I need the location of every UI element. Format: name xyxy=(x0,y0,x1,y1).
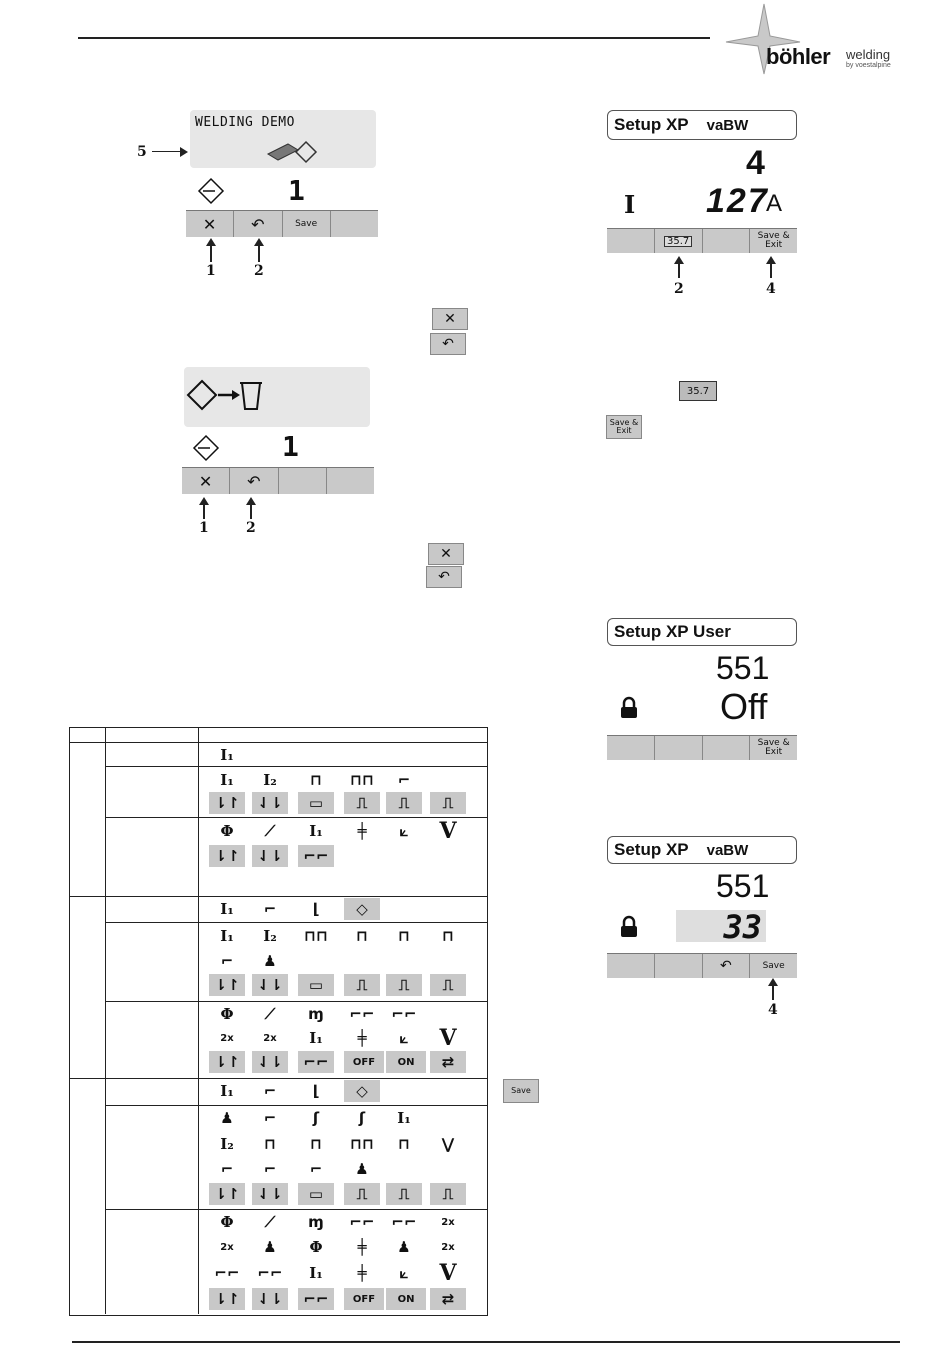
param-x2-icon: 2x xyxy=(441,1216,455,1228)
table-row-line xyxy=(105,1105,487,1106)
table-row-line xyxy=(105,1209,487,1210)
param-pulse2-icon: ⊓⊓ xyxy=(304,927,328,945)
param-tdown-icon: ⌐ xyxy=(309,1160,323,1178)
param-wave-icon: ɱ xyxy=(308,1213,324,1231)
param-tdown-icon: ⌐ xyxy=(263,1160,277,1178)
delete-empty-button-3[interactable] xyxy=(279,468,327,494)
setup1-button-bar xyxy=(607,228,797,253)
setup1-title-box xyxy=(607,110,797,140)
param-ramp2-icon: ⎍ xyxy=(386,1183,422,1205)
param-ud2-icon: ⇃⇂ xyxy=(252,1183,288,1205)
setup3-arrow-4 xyxy=(772,984,774,1000)
save-label: Save xyxy=(762,960,785,971)
undo-icon: ↶ xyxy=(251,214,265,234)
inline-value-chip: 35.7 xyxy=(679,381,717,401)
param-ud-icon: ⇂↾ xyxy=(209,1183,245,1205)
demo-value: 1 xyxy=(288,174,305,207)
setup3-callout-4: 4 xyxy=(768,1002,778,1018)
setup2-title-box xyxy=(607,618,797,646)
footer-rule xyxy=(72,1341,900,1343)
param-tab-icon: ▭ xyxy=(298,792,334,814)
param-ldown-icon: ⌊ xyxy=(312,900,320,918)
param-wave-icon: ɱ xyxy=(308,1005,324,1023)
chip-icon xyxy=(266,138,318,162)
param-i1-icon: I₁ xyxy=(220,927,234,945)
param-ud-icon: ⇂↾ xyxy=(209,845,245,867)
demo-callout-5: 5 xyxy=(137,144,147,160)
setup3-value-field[interactable] xyxy=(676,908,766,946)
save-exit-label: Save & Exit xyxy=(757,231,790,250)
delete-empty-button-4[interactable] xyxy=(327,468,374,494)
param-x2-icon: 2x xyxy=(220,1032,234,1044)
param-step-icon: ⌐⌐ xyxy=(257,1264,283,1282)
table-group-line xyxy=(69,896,487,897)
inline-close-button: ✕ xyxy=(432,308,468,330)
table-col-2 xyxy=(198,727,199,1314)
param-torch2-icon: ♟ xyxy=(397,1238,411,1256)
param-i1-icon: I₁ xyxy=(309,1264,323,1282)
param-step-icon: ⌐⌐ xyxy=(298,1288,334,1310)
param-ramp3-icon: ⎍ xyxy=(430,792,466,814)
delete-lcd-top xyxy=(184,367,370,427)
delete-arrow-1 xyxy=(203,503,205,519)
param-cross-icon: ╪ xyxy=(357,1264,367,1282)
param-x2-icon: 2x xyxy=(441,1241,455,1253)
inline-undo-button-2: ↶ xyxy=(426,566,462,588)
brand-tagline: by voestalpine xyxy=(846,62,891,69)
setup1-param: 4 xyxy=(746,144,765,182)
table-row-line xyxy=(105,922,487,923)
param-phi-icon: Φ xyxy=(309,1238,323,1256)
param-pulsep-icon: ⊓ xyxy=(310,1135,322,1153)
setup1-arrow-4 xyxy=(770,262,772,278)
param-off-icon: OFF xyxy=(344,1051,384,1073)
lock-icon xyxy=(620,697,638,719)
delete-arrow-2 xyxy=(250,503,252,519)
param-ramp2-icon: ⎍ xyxy=(386,974,422,996)
demo-arrow-1 xyxy=(210,244,212,262)
param-phi-icon: Φ xyxy=(220,1005,234,1023)
demo-arrow-2 xyxy=(258,244,260,262)
inline-undo-button: ↶ xyxy=(430,333,466,355)
param-torch-icon: ⟋ xyxy=(264,1005,276,1023)
param-pulse-icon: ⊓ xyxy=(356,927,368,945)
param-tdown-icon: ⌐ xyxy=(220,1160,234,1178)
undo-icon: ↶ xyxy=(247,471,261,491)
param-cross-icon: ╪ xyxy=(357,1238,367,1256)
setup1-unit: A xyxy=(766,190,783,217)
setup1-empty-button-1[interactable] xyxy=(607,229,655,253)
delete-close-button[interactable] xyxy=(182,468,230,494)
delete-button-bar xyxy=(182,467,374,494)
param-i2-icon: I₂ xyxy=(263,771,277,789)
param-aup-icon: ⌐ xyxy=(263,900,277,918)
param-i1-icon: I₁ xyxy=(220,746,234,764)
inline-save-button: Save xyxy=(503,1079,539,1103)
param-torch2-icon: ♟ xyxy=(355,1160,369,1178)
param-ud-icon: ⇂↾ xyxy=(209,792,245,814)
setup2-value: Off xyxy=(720,686,768,727)
param-slope-icon: ⟀ xyxy=(399,1029,409,1047)
setup1-callout-2: 2 xyxy=(674,281,684,297)
setup2-empty-button-3[interactable] xyxy=(703,736,751,760)
undo-icon: ↶ xyxy=(720,957,732,974)
setup2-param: 551 xyxy=(716,650,770,686)
param-on-icon: ON xyxy=(386,1288,426,1310)
setup3-button-bar xyxy=(607,953,797,978)
param-pulse2-icon: ⊓⊓ xyxy=(350,771,374,789)
param-step-icon: ⌐⌐ xyxy=(298,845,334,867)
param-ud2-icon: ⇃⇂ xyxy=(252,845,288,867)
setup1-save-exit-button[interactable] xyxy=(750,229,797,253)
param-pulse2-icon: ⊓⊓ xyxy=(350,1135,374,1153)
param-cross-icon: ╪ xyxy=(357,1029,367,1047)
param-pulsea-icon: ⊓ xyxy=(442,927,454,945)
param-step-icon: ⌐⌐ xyxy=(349,1213,375,1231)
param-step-icon: ⌐⌐ xyxy=(391,1005,417,1023)
param-diam-icon: ◇ xyxy=(344,898,380,920)
demo-title: WELDING DEMO xyxy=(195,115,295,130)
param-vdown-icon: ⋁ xyxy=(441,1135,455,1153)
param-i1-icon: I₁ xyxy=(397,1109,411,1127)
setup3-undo-button[interactable] xyxy=(703,954,751,978)
param-aup-icon: ⌐ xyxy=(263,1082,277,1100)
delete-callout-2: 2 xyxy=(246,520,256,536)
delete-callout-1: 1 xyxy=(199,520,209,536)
header-rule xyxy=(78,37,710,39)
param-i1-icon: I₁ xyxy=(309,822,323,840)
param-ud-icon: ⇂↾ xyxy=(209,974,245,996)
demo-undo-button[interactable] xyxy=(234,211,282,237)
param-step-icon: ⌐⌐ xyxy=(214,1264,240,1282)
setup1-value-button[interactable] xyxy=(655,229,703,253)
param-cross-icon: ╪ xyxy=(357,822,367,840)
param-v-icon: V xyxy=(439,1025,457,1051)
param-torch-icon: ⟋ xyxy=(264,822,276,840)
lock-icon-2 xyxy=(620,916,638,938)
param-pulsep-icon: ⊓ xyxy=(398,927,410,945)
param-i1-icon: I₁ xyxy=(309,1029,323,1047)
setup1-value: 127 xyxy=(706,182,769,220)
param-i2-icon: I₂ xyxy=(263,927,277,945)
setup1-value-chip: 35.7 xyxy=(664,236,692,247)
setup2-empty-button-2[interactable] xyxy=(655,736,703,760)
inline-save-exit: Save & Exit xyxy=(606,415,642,439)
param-x2hz-icon: 2x xyxy=(220,1241,234,1253)
param-tdown-icon: ⌐ xyxy=(397,771,411,789)
param-ramp-icon: ⎍ xyxy=(344,974,380,996)
param-ud2-icon: ⇃⇂ xyxy=(252,1051,288,1073)
param-pulse-icon: ⊓ xyxy=(264,1135,276,1153)
setup2-button-bar xyxy=(607,735,797,760)
param-sw-icon: ⇄ xyxy=(430,1051,466,1073)
table-row-line xyxy=(105,766,487,767)
close-icon: ✕ xyxy=(198,471,213,491)
param-sw-icon: ⇄ xyxy=(430,1288,466,1310)
setup3-save-button[interactable] xyxy=(750,954,797,978)
param-sup-icon: ʃ xyxy=(358,1109,366,1127)
demo-button-bar xyxy=(186,210,378,237)
param-ud2-icon: ⇃⇂ xyxy=(252,974,288,996)
setup1-title: Setup XP xyxy=(614,115,689,134)
param-off-icon: OFF xyxy=(344,1288,384,1310)
param-pulsea-icon: ⊓ xyxy=(398,1135,410,1153)
setup1-callout-4: 4 xyxy=(766,281,776,297)
demo-save-button[interactable] xyxy=(283,211,331,237)
param-slope-icon: ⟀ xyxy=(399,1264,409,1282)
table-group-line xyxy=(69,1078,487,1079)
demo-callout-1: 1 xyxy=(206,263,216,279)
setup1-param-label: I xyxy=(624,190,636,219)
setup1-empty-button-3[interactable] xyxy=(703,229,751,253)
program-icon-2 xyxy=(193,435,219,461)
param-ud2-icon: ⇃⇂ xyxy=(252,1288,288,1310)
setup1-arrow-2 xyxy=(678,262,680,278)
param-pulse-icon: ⊓ xyxy=(310,771,322,789)
param-step-icon: ⌐⌐ xyxy=(349,1005,375,1023)
param-v-icon: V xyxy=(439,818,457,844)
program-icon xyxy=(198,178,224,204)
demo-callout-2: 2 xyxy=(254,263,264,279)
param-i2-icon: I₂ xyxy=(220,1135,234,1153)
setup1-title-right: vaBW xyxy=(706,116,749,134)
param-slope-icon: ⟀ xyxy=(399,822,409,840)
brand-suffix: welding xyxy=(846,47,891,62)
param-ud-icon: ⇂↾ xyxy=(209,1288,245,1310)
save-label: Save xyxy=(295,218,318,229)
delete-value: 1 xyxy=(282,430,299,463)
param-ud-icon: ⇂↾ xyxy=(209,1051,245,1073)
param-ramp3-icon: ⎍ xyxy=(430,974,466,996)
param-x2hz-icon: 2x xyxy=(263,1032,277,1044)
param-ud2-icon: ⇃⇂ xyxy=(252,792,288,814)
param-torch2-icon: ♟ xyxy=(263,1238,277,1256)
setup3-param: 551 xyxy=(716,868,770,904)
delete-undo-button[interactable] xyxy=(230,468,278,494)
param-tdown-icon: ⌐ xyxy=(220,952,234,970)
param-phi-icon: Φ xyxy=(220,822,234,840)
table-row-line xyxy=(105,1001,487,1002)
param-i1-icon: I₁ xyxy=(220,900,234,918)
param-i1-icon: I₁ xyxy=(220,1082,234,1100)
param-torch2-icon: ♟ xyxy=(220,1109,234,1127)
setup3-empty-button-2[interactable] xyxy=(655,954,703,978)
table-header-line xyxy=(69,742,487,743)
param-ramp-icon: ⎍ xyxy=(344,792,380,814)
param-ramp3-icon: ⎍ xyxy=(430,1183,466,1205)
param-tab-icon: ▭ xyxy=(298,1183,334,1205)
param-torch2-icon: ♟ xyxy=(263,952,277,970)
demo-lcd-top xyxy=(190,110,376,168)
table-col-1 xyxy=(105,727,106,1314)
demo-close-button[interactable] xyxy=(186,211,234,237)
program-to-trash-icon xyxy=(188,377,264,413)
param-on-icon: ON xyxy=(386,1051,426,1073)
inline-close-button-2: ✕ xyxy=(428,543,464,565)
brand-name: böhler xyxy=(766,44,831,69)
setup3-title: Setup XP xyxy=(614,840,689,859)
param-i1-icon: I₁ xyxy=(220,771,234,789)
param-tab-icon: ▭ xyxy=(298,974,334,996)
param-sup-icon: ʃ xyxy=(312,1109,320,1127)
param-step-icon: ⌐⌐ xyxy=(298,1051,334,1073)
param-step-icon: ⌐⌐ xyxy=(391,1213,417,1231)
param-aup-icon: ⌐ xyxy=(263,1109,277,1127)
close-icon: ✕ xyxy=(202,214,217,234)
param-ramp2-icon: ⎍ xyxy=(386,792,422,814)
setup3-empty-button-1[interactable] xyxy=(607,954,655,978)
table-row-line xyxy=(105,817,487,818)
setup2-title: Setup XP User xyxy=(614,622,731,641)
demo-callout-arrowhead xyxy=(180,147,188,157)
param-ldown-icon: ⌊ xyxy=(312,1082,320,1100)
demo-empty-button[interactable] xyxy=(331,211,378,237)
param-v-icon: V xyxy=(439,1260,457,1286)
param-diam-icon: ◇ xyxy=(344,1080,380,1102)
param-torch-icon: ⟋ xyxy=(264,1213,276,1231)
save-exit-label: Save & Exit xyxy=(757,738,790,757)
setup2-save-exit-button[interactable] xyxy=(750,736,797,760)
param-ramp-icon: ⎍ xyxy=(344,1183,380,1205)
setup3-title-box xyxy=(607,836,797,864)
param-phi-icon: Φ xyxy=(220,1213,234,1231)
setup2-empty-button-1[interactable] xyxy=(607,736,655,760)
setup3-title-right: vaBW xyxy=(706,841,749,859)
setup3-value: 33 xyxy=(723,908,762,946)
